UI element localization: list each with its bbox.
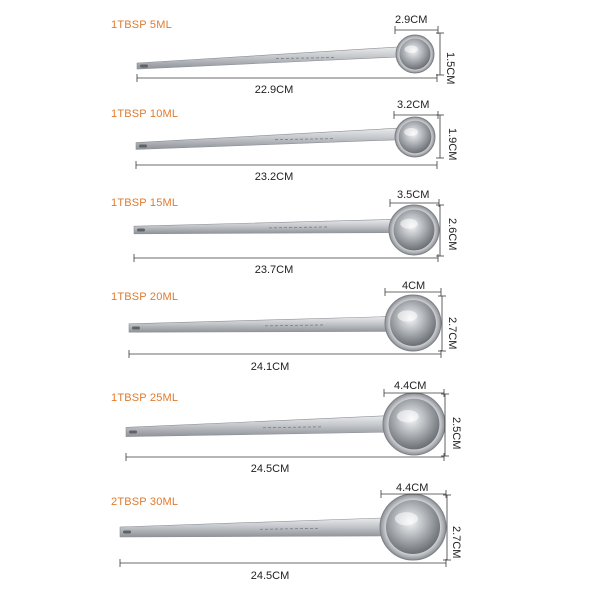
bowl-width-label: 3.2CM	[397, 99, 430, 111]
bowl-highlight	[398, 310, 418, 321]
bowl-height-label: 2.7CM	[446, 317, 458, 350]
bowl-highlight	[404, 128, 418, 136]
bowl-height-label: 2.7CM	[450, 526, 462, 559]
length-label: 23.7CM	[254, 264, 294, 276]
bowl-height-label: 1.5CM	[444, 52, 456, 85]
bowl-height-label: 2.6CM	[446, 218, 458, 251]
hanging-hole	[132, 327, 140, 330]
capacity-label: 1TBSP 15ML	[111, 197, 179, 209]
spoon-bowl	[386, 500, 440, 554]
hanging-hole	[140, 65, 148, 68]
bowl-highlight	[395, 512, 418, 525]
capacity-label: 1TBSP 20ML	[111, 291, 179, 303]
bowl-width-label: 4.4CM	[396, 482, 429, 494]
capacity-label: 2TBSP 30ML	[111, 496, 179, 508]
length-label: 24.1CM	[250, 361, 290, 373]
hanging-hole	[137, 229, 145, 232]
length-label: 24.5CM	[250, 463, 290, 475]
capacity-label: 1TBSP 10ML	[111, 108, 179, 120]
spoon-handle	[129, 317, 387, 333]
bowl-height-label: 2.5CM	[450, 417, 462, 450]
hanging-hole	[139, 145, 147, 148]
spoon-bowl	[389, 399, 440, 450]
bowl-width-label: 3.5CM	[397, 189, 430, 201]
spoon-handle	[120, 518, 382, 537]
bowl-width-label: 4CM	[402, 280, 426, 292]
length-label: 23.2CM	[254, 171, 294, 183]
hanging-hole	[123, 531, 131, 534]
spoon-bowl	[399, 121, 432, 154]
bowl-width-label: 2.9CM	[395, 14, 428, 26]
spoon-handle	[126, 416, 385, 437]
spoon-bowl	[394, 210, 435, 251]
bowl-highlight	[397, 410, 419, 422]
spoon-handle	[136, 128, 397, 149]
bowl-height-label: 1.9CM	[446, 128, 458, 161]
spoon-bowl	[399, 38, 430, 69]
capacity-label: 1TBSP 25ML	[111, 392, 179, 404]
bowl-width-label: 4.4CM	[394, 380, 427, 392]
length-label: 22.9CM	[254, 84, 294, 96]
capacity-label: 1TBSP 5ML	[111, 19, 172, 31]
bowl-highlight	[400, 219, 418, 229]
spoon-handle	[137, 47, 398, 69]
spoon-handle	[134, 219, 391, 233]
hanging-hole	[129, 431, 137, 434]
spoon-bowl	[390, 300, 436, 346]
bowl-highlight	[405, 45, 418, 53]
length-label: 24.5CM	[250, 570, 290, 582]
